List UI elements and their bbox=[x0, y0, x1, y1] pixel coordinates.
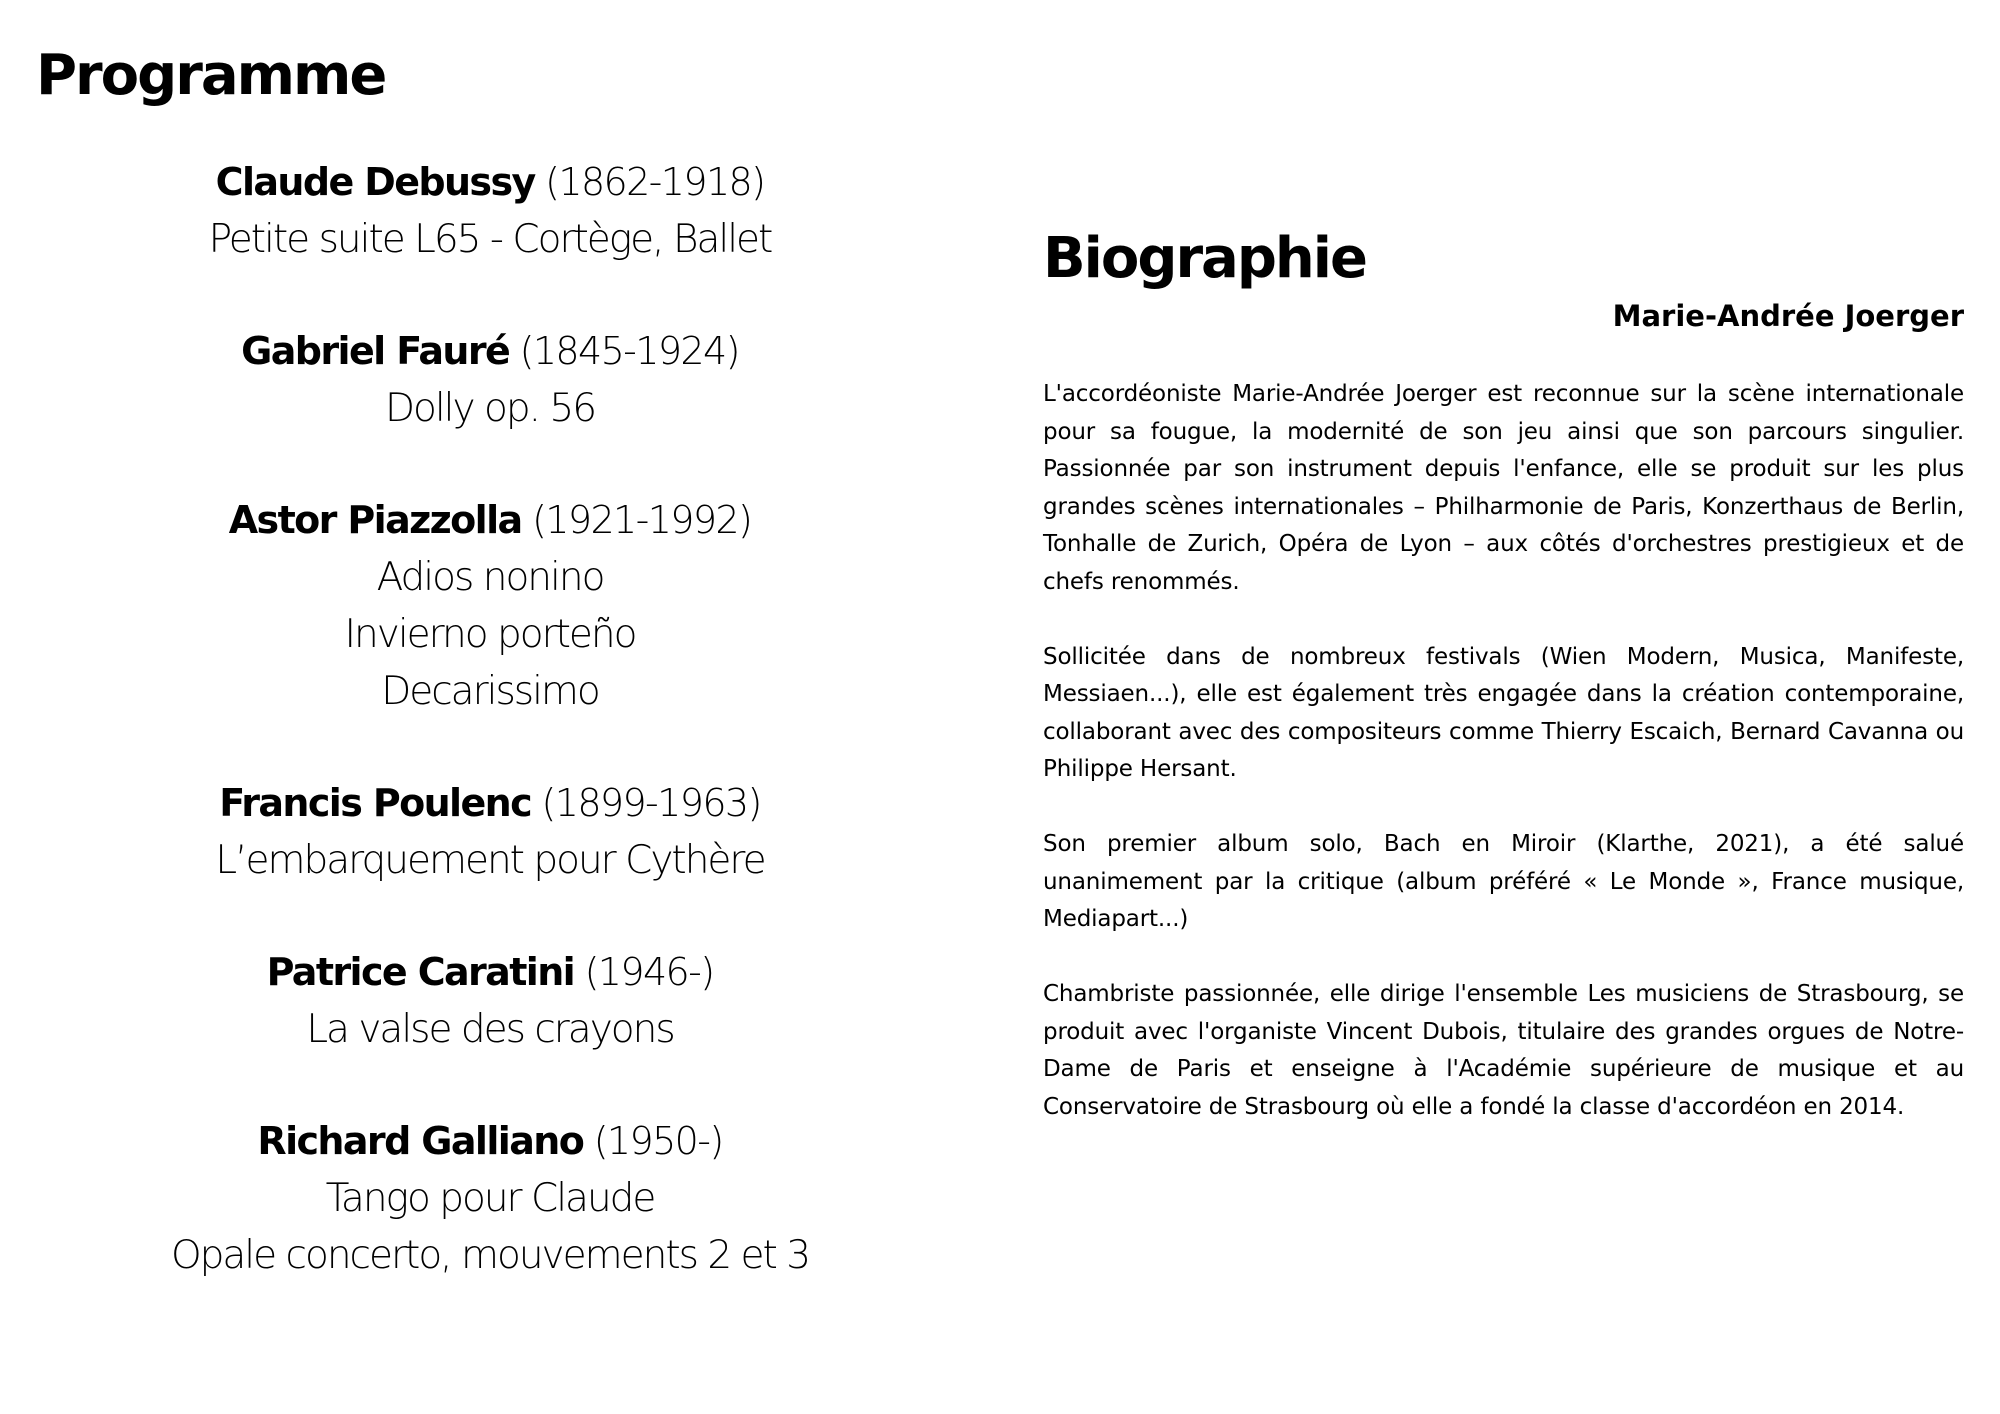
program-piece bbox=[100, 1113, 880, 1284]
program-piece bbox=[100, 775, 880, 889]
program-piece bbox=[100, 492, 880, 720]
composer-name: Patrice Caratini bbox=[266, 950, 575, 994]
composer-dates: (1899-1963) bbox=[541, 781, 761, 825]
composer-line bbox=[100, 944, 880, 1001]
work-title: Invierno porteño bbox=[344, 612, 636, 657]
program-piece bbox=[100, 154, 880, 268]
work-title: L’embarquement pour Cythère bbox=[215, 838, 765, 883]
program-piece bbox=[100, 944, 880, 1058]
bio-paragraph: Chambriste passionnée, elle dirige l'ensemble Les musiciens de Strasbourg, se produit avec l'organiste Vincent Dubois, titulaire des grandes orgues de Notre-Dame de Paris et enseigne à l'Académie supérieure de musique et au Conservatoire de Strasbourg où elle a fondé la classe d'accordéon en 2014. bbox=[1043, 981, 1964, 1120]
biography-text bbox=[1043, 376, 1964, 1164]
work-title: Dolly op. 56 bbox=[384, 386, 596, 431]
composer-name: Astor Piazzolla bbox=[228, 498, 522, 542]
composer-name: Francis Poulenc bbox=[219, 781, 532, 825]
composer-line bbox=[100, 492, 880, 549]
composer-name: Richard Galliano bbox=[257, 1119, 584, 1163]
composer-dates: (1950-) bbox=[593, 1119, 723, 1163]
programme-title: Programme bbox=[36, 43, 386, 108]
biographie-title: Biographie bbox=[1043, 226, 1366, 291]
composer-name: Claude Debussy bbox=[215, 160, 535, 204]
bio-paragraph: Son premier album solo, Bach en Miroir (Klarthe, 2021), a été salué unanimement par la critique (album préféré « Le Monde », France musique, Mediapart...) bbox=[1043, 831, 1964, 932]
work-title: La valse des crayons bbox=[306, 1007, 674, 1052]
composer-name: Gabriel Fauré bbox=[241, 329, 510, 373]
program-piece bbox=[100, 323, 880, 437]
composer-dates: (1862-1918) bbox=[545, 160, 765, 204]
programme-list bbox=[100, 154, 880, 1339]
composer-line bbox=[100, 323, 880, 380]
composer-line bbox=[100, 1113, 880, 1170]
composer-line bbox=[100, 775, 880, 832]
composer-line bbox=[100, 154, 880, 211]
work-title: Opale concerto, mouvements 2 et 3 bbox=[170, 1233, 810, 1278]
bio-paragraph: L'accordéoniste Marie-Andrée Joerger est reconnue sur la scène internationale pour sa fougue, la modernité de son jeu ainsi que son parcours singulier. Passionnée par son instrument depuis l'enfance, elle se produit sur les plus grandes scènes internationales – Philharmonie de Paris, Konzerthaus de Berlin, Tonhalle de Zurich, Opéra de Lyon – aux côtés d'orchestres prestigieux et de chefs renommés. bbox=[1043, 381, 1964, 595]
work-title: Adios nonino bbox=[376, 555, 604, 600]
work-title: Tango pour Claude bbox=[325, 1176, 655, 1221]
composer-dates: (1921-1992) bbox=[532, 498, 752, 542]
work-title: Decarissimo bbox=[381, 669, 599, 714]
composer-dates: (1845-1924) bbox=[519, 329, 739, 373]
composer-dates: (1946-) bbox=[584, 950, 714, 994]
artist-name: Marie-Andrée Joerger bbox=[1612, 299, 1964, 333]
bio-paragraph: Sollicitée dans de nombreux festivals (Wien Modern, Musica, Manifeste, Messiaen...), elle est également très engagée dans la création contemporaine, collaborant avec des compositeurs comme Thierry Escaich, Bernard Cavanna ou Philippe Hersant. bbox=[1043, 643, 1964, 782]
work-title: Petite suite L65 - Cortège, Ballet bbox=[208, 217, 772, 262]
